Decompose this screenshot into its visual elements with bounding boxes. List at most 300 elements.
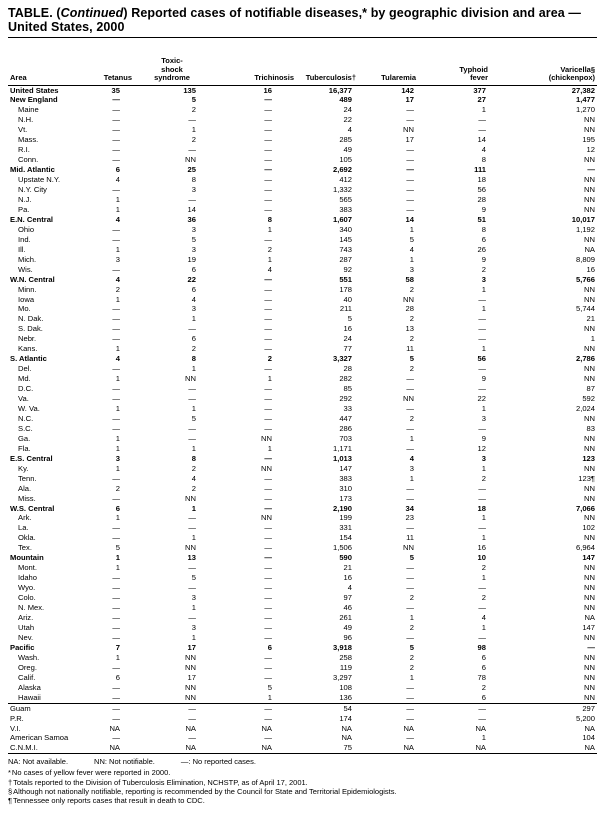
value-cell: NN — [584, 662, 595, 672]
value-cell: 5 — [409, 642, 414, 652]
value-cell: 5,766 — [575, 274, 595, 284]
value-cell: — — [264, 384, 272, 394]
footnote-text: No cases of yellow fever were reported in 2000. — [11, 768, 171, 778]
value-cell: — — [478, 603, 486, 613]
table-row — [8, 583, 597, 593]
table-row — [8, 344, 597, 354]
value-cell: — — [264, 135, 272, 145]
value-cell: 1 — [590, 334, 595, 344]
value-cell: 2 — [409, 593, 414, 603]
column-header-tuberculosis: Tuberculosis† — [300, 39, 362, 85]
value-cell: — — [264, 573, 272, 583]
table-row — [8, 175, 597, 185]
value-cell: 1 — [267, 692, 272, 702]
value-cell: — — [264, 175, 272, 185]
value-cell: NN — [584, 682, 595, 692]
value-cell: — — [406, 145, 414, 155]
value-cell: — — [188, 733, 196, 743]
value-cell: 1 — [115, 443, 120, 453]
area-cell: Upstate N.Y. — [18, 175, 61, 185]
area-cell: S. Dak. — [18, 324, 43, 334]
value-cell: 1 — [267, 224, 272, 234]
footnote-marker: § — [8, 786, 13, 796]
value-cell: — — [112, 115, 120, 125]
value-cell: NN — [584, 563, 595, 573]
value-cell: 4 — [191, 473, 196, 483]
table-row — [8, 285, 597, 295]
value-cell: — — [406, 423, 414, 433]
value-cell: — — [478, 483, 486, 493]
table-row — [8, 304, 597, 314]
value-cell: — — [264, 274, 272, 284]
value-cell: 286 — [339, 423, 352, 433]
value-cell: — — [406, 115, 414, 125]
area-cell: S.C. — [18, 423, 33, 433]
value-cell: — — [112, 473, 120, 483]
value-cell: — — [264, 533, 272, 543]
footnote-text: Totals reported to the Division of Tuberculosis Elimination, NCHSTP, as of April 17, 2001. — [13, 777, 308, 787]
area-cell: W.S. Central — [10, 503, 55, 513]
value-cell: 1,013 — [332, 453, 352, 463]
value-cell: — — [478, 294, 486, 304]
value-cell: 1 — [267, 254, 272, 264]
value-cell: — — [264, 294, 272, 304]
area-cell: S. Atlantic — [10, 354, 47, 364]
value-cell: — — [112, 135, 120, 145]
value-cell: NN — [185, 662, 196, 672]
value-cell: 2 — [481, 593, 486, 603]
value-cell: 14 — [405, 214, 414, 224]
value-cell: 340 — [339, 224, 352, 234]
value-cell: 297 — [494, 703, 597, 713]
value-cell: — — [264, 125, 272, 135]
area-cell: Okla. — [18, 533, 36, 543]
value-cell: 1 — [115, 463, 120, 473]
value-cell: — — [264, 194, 272, 204]
value-cell: — — [264, 185, 272, 195]
value-cell: — — [188, 194, 196, 204]
value-cell: — — [422, 703, 494, 713]
value-cell: — — [406, 692, 414, 702]
value-cell: — — [112, 304, 120, 314]
value-cell: 13 — [405, 324, 414, 334]
value-cell: 1 — [481, 533, 486, 543]
table-row — [8, 195, 597, 205]
value-cell: — — [112, 662, 120, 672]
value-cell: — — [406, 603, 414, 613]
area-cell: Mountain — [10, 553, 44, 563]
value-cell: 24 — [343, 105, 352, 115]
value-cell: — — [478, 493, 486, 503]
value-cell: 1 — [481, 573, 486, 583]
value-cell: 1 — [115, 563, 120, 573]
value-cell: 17 — [187, 642, 196, 652]
value-cell: 1 — [191, 632, 196, 642]
value-cell: 2 — [191, 135, 196, 145]
value-cell: 8 — [191, 453, 196, 463]
value-cell: 1 — [267, 443, 272, 453]
value-cell: — — [264, 652, 272, 662]
table-row — [8, 484, 597, 494]
value-cell: 21 — [343, 563, 352, 573]
value-cell: — — [264, 583, 272, 593]
table-row — [8, 404, 597, 414]
value-cell: NN — [584, 284, 595, 294]
value-cell: 26 — [477, 244, 486, 254]
value-cell: — — [112, 713, 120, 723]
value-cell: 1 — [267, 374, 272, 384]
value-cell: 78 — [477, 672, 486, 682]
value-cell: 111 — [474, 165, 486, 175]
value-cell: — — [112, 523, 120, 533]
table-row — [8, 354, 597, 364]
table-row — [8, 494, 597, 504]
value-cell: 123¶ — [578, 473, 595, 483]
value-cell: 1 — [481, 105, 486, 115]
value-cell: 83 — [586, 423, 595, 433]
value-cell: 8 — [481, 155, 486, 165]
table-row — [8, 85, 597, 95]
value-cell: 17 — [405, 135, 414, 145]
area-cell: Mich. — [18, 254, 37, 264]
column-header-tetanus: Tetanus — [85, 39, 138, 85]
value-cell: 1 — [481, 463, 486, 473]
value-cell: 565 — [339, 194, 352, 204]
value-cell: 49 — [343, 622, 352, 632]
value-cell: — — [264, 733, 272, 743]
value-cell: 8,809 — [575, 254, 595, 264]
table-row — [8, 533, 597, 543]
value-cell: — — [112, 423, 120, 433]
area-cell: Idaho — [18, 573, 38, 583]
value-cell: — — [264, 155, 272, 165]
value-cell: 87 — [586, 384, 595, 394]
title-rest: ) Reported cases of notifiable diseases,* by geographic division and area — United States, 2000 — [8, 6, 581, 34]
value-cell: 1 — [115, 344, 120, 354]
value-cell: 5 — [115, 543, 120, 553]
value-cell: — — [264, 713, 272, 723]
table-row — [8, 454, 597, 464]
value-cell: 13 — [187, 553, 196, 563]
value-cell: 551 — [339, 274, 352, 284]
value-cell: 6 — [115, 503, 120, 513]
area-cell: Utah — [18, 622, 35, 632]
value-cell: 98 — [477, 642, 486, 652]
table-row — [8, 663, 597, 673]
value-cell: 4 — [115, 274, 120, 284]
value-cell: — — [264, 672, 272, 682]
value-cell: 1 — [115, 374, 120, 384]
area-cell: Md. — [18, 374, 31, 384]
value-cell: 28 — [477, 194, 486, 204]
value-cell: 22 — [477, 394, 486, 404]
value-cell: 2,190 — [332, 503, 352, 513]
notifiable-diseases-table — [8, 39, 597, 754]
value-cell: — — [478, 423, 486, 433]
table-row — [8, 364, 597, 374]
value-cell: — — [264, 304, 272, 314]
value-cell: 2 — [409, 652, 414, 662]
area-cell: Tex. — [18, 543, 32, 553]
title-continued: Continued — [60, 6, 124, 20]
value-cell: NA — [185, 723, 196, 733]
value-cell: 8 — [191, 354, 196, 364]
table-body — [8, 85, 597, 754]
value-cell: 4 — [115, 214, 120, 224]
value-cell: 287 — [339, 254, 352, 264]
value-cell: — — [478, 314, 486, 324]
value-cell: 1 — [409, 473, 414, 483]
value-cell: — — [478, 364, 486, 374]
value-cell: — — [112, 145, 120, 155]
table-row — [8, 145, 597, 155]
value-cell: 3,297 — [332, 672, 352, 682]
value-cell: 136 — [339, 692, 352, 702]
area-cell: Ky. — [18, 463, 29, 473]
area-cell: Iowa — [18, 294, 35, 304]
value-cell: — — [406, 493, 414, 503]
value-cell: — — [264, 503, 272, 513]
area-cell: United States — [10, 85, 59, 95]
value-cell: 8 — [191, 175, 196, 185]
value-cell: — — [264, 662, 272, 672]
area-cell: Colo. — [18, 593, 36, 603]
value-cell: 77 — [343, 344, 352, 354]
area-cell: Mass. — [18, 135, 39, 145]
column-header-toxic-shock-syndrome: Toxic- shock syndrome — [138, 39, 216, 85]
value-cell: NA — [403, 723, 414, 733]
value-cell: — — [264, 145, 272, 155]
value-cell: — — [406, 563, 414, 573]
value-cell: 17 — [187, 672, 196, 682]
area-cell: N.J. — [18, 194, 32, 204]
value-cell: — — [112, 364, 120, 374]
value-cell: — — [112, 105, 120, 115]
value-cell: 97 — [343, 593, 352, 603]
value-cell: NN — [584, 583, 595, 593]
value-cell: NN — [185, 543, 196, 553]
value-cell: 28 — [343, 364, 352, 374]
value-cell: 154 — [339, 533, 352, 543]
value-cell: 1 — [115, 194, 120, 204]
value-cell: 6 — [191, 284, 196, 294]
value-cell: — — [112, 682, 120, 692]
value-cell: — — [188, 145, 196, 155]
table-row — [8, 523, 597, 533]
area-cell: R.I. — [18, 145, 30, 155]
value-cell: 5 — [347, 314, 352, 324]
value-cell: 92 — [343, 264, 352, 274]
value-cell: NN — [584, 692, 595, 702]
table-row — [8, 573, 597, 583]
value-cell: 10,017 — [571, 214, 595, 224]
value-cell: — — [264, 284, 272, 294]
value-cell: 27,382 — [571, 85, 595, 95]
value-cell: NN — [185, 155, 196, 165]
value-cell: NA — [475, 743, 486, 753]
table-row — [8, 185, 597, 195]
value-cell: 195 — [582, 135, 595, 145]
value-cell: 18 — [477, 503, 486, 513]
footnote-marker: ¶ — [8, 795, 13, 805]
value-cell: 3 — [191, 304, 196, 314]
value-cell: NN — [584, 603, 595, 613]
value-cell: NN — [584, 125, 595, 135]
value-cell: 1 — [481, 404, 486, 413]
value-cell: NA — [341, 733, 352, 743]
value-cell: 33 — [343, 404, 352, 413]
value-cell: 9 — [481, 204, 486, 214]
area-cell: Kans. — [18, 344, 38, 354]
value-cell: 58 — [405, 274, 414, 284]
value-cell: 6 — [191, 264, 196, 274]
value-cell: NN — [403, 543, 414, 553]
table-row — [8, 384, 597, 394]
value-cell: NN — [185, 682, 196, 692]
value-cell: — — [112, 314, 120, 324]
value-cell: 7,066 — [575, 503, 595, 513]
value-cell: — — [406, 713, 414, 723]
value-cell: 4 — [115, 175, 120, 185]
value-cell: 5 — [409, 234, 414, 244]
value-cell: — — [188, 523, 196, 533]
value-cell: 3,918 — [332, 642, 352, 652]
table-row — [8, 245, 597, 255]
value-cell: 2 — [481, 682, 486, 692]
value-cell: NN — [584, 463, 595, 473]
table-row — [8, 733, 597, 743]
table-row — [8, 205, 597, 215]
area-cell: Ala. — [18, 483, 32, 493]
value-cell: — — [406, 443, 414, 453]
value-cell: 142 — [401, 85, 414, 95]
value-cell: 56 — [477, 354, 486, 364]
area-cell: New England — [10, 95, 58, 105]
value-cell: 743 — [339, 244, 352, 254]
area-cell: Mid. Atlantic — [10, 165, 55, 175]
table-row — [8, 683, 597, 693]
table-row — [8, 444, 597, 454]
value-cell: 54 — [300, 703, 362, 713]
value-cell: 1 — [115, 433, 120, 443]
value-cell: 6 — [267, 642, 272, 652]
value-cell: — — [264, 543, 272, 553]
value-cell: 2,024 — [575, 404, 595, 413]
value-cell: 2,692 — [332, 165, 352, 175]
table-row — [8, 603, 597, 613]
value-cell: — — [264, 613, 272, 623]
value-cell: — — [478, 115, 486, 125]
area-cell: C.N.M.I. — [10, 743, 38, 753]
value-cell: — — [188, 423, 196, 433]
table-row — [8, 165, 597, 175]
table-row — [8, 743, 597, 753]
value-cell: — — [406, 105, 414, 115]
value-cell: 9 — [481, 374, 486, 384]
value-cell: 2 — [409, 622, 414, 632]
table-row — [8, 474, 597, 484]
area-cell: V.I. — [10, 723, 21, 733]
value-cell: 178 — [339, 284, 352, 294]
value-cell: — — [112, 533, 120, 543]
table-row — [8, 295, 597, 305]
value-cell: NN — [584, 155, 595, 165]
value-cell: NN — [185, 374, 196, 384]
value-cell: NA — [109, 723, 120, 733]
value-cell: — — [264, 115, 272, 125]
value-cell: 9 — [481, 433, 486, 443]
value-cell: NA — [584, 743, 595, 753]
value-cell: 1 — [481, 513, 486, 523]
area-cell: Ariz. — [18, 613, 34, 623]
value-cell: 24 — [343, 334, 352, 344]
value-cell: 3 — [481, 413, 486, 423]
value-cell: — — [406, 573, 414, 583]
value-cell: — — [478, 632, 486, 642]
value-cell: — — [406, 155, 414, 165]
value-cell: NA — [261, 743, 272, 753]
value-cell: 1 — [115, 244, 120, 254]
value-cell: NA — [584, 244, 595, 254]
table-row — [8, 235, 597, 245]
value-cell: NA — [109, 743, 120, 753]
value-cell: — — [112, 573, 120, 583]
value-cell: 104 — [582, 733, 595, 743]
value-cell: 2 — [115, 483, 120, 493]
area-cell: Mo. — [18, 304, 31, 314]
value-cell: 282 — [339, 374, 352, 384]
value-cell: 3 — [115, 254, 120, 264]
value-cell: 2 — [409, 334, 414, 344]
value-cell: NA — [584, 723, 595, 733]
value-cell: — — [216, 703, 300, 713]
value-cell: 1 — [481, 304, 486, 314]
value-cell: — — [264, 364, 272, 374]
value-cell: — — [264, 523, 272, 533]
value-cell: 96 — [343, 632, 352, 642]
value-cell: NN — [584, 632, 595, 642]
area-cell: N.C. — [18, 413, 34, 423]
value-cell: 16 — [343, 324, 352, 334]
value-cell: — — [112, 613, 120, 623]
value-cell: 3 — [191, 244, 196, 254]
value-cell: NA — [475, 723, 486, 733]
value-cell: 5,200 — [575, 713, 595, 723]
value-cell: NN — [584, 652, 595, 662]
value-cell: — — [264, 165, 272, 175]
value-cell: — — [264, 453, 272, 463]
value-cell: 3 — [481, 274, 486, 284]
area-cell: Nev. — [18, 632, 34, 642]
value-cell: 4 — [481, 613, 486, 623]
value-cell: 4 — [347, 583, 352, 593]
value-cell: NN — [584, 185, 595, 195]
legend-item: NN: Not notifiable. — [94, 757, 155, 767]
value-cell: — — [264, 95, 272, 105]
value-cell: NN — [584, 533, 595, 543]
value-cell: 19 — [187, 254, 196, 264]
area-cell: Ga. — [18, 433, 31, 443]
value-cell: 147 — [582, 553, 595, 563]
value-cell: — — [264, 603, 272, 613]
value-cell: 2 — [191, 105, 196, 115]
value-cell: 28 — [405, 304, 414, 314]
value-cell: 16 — [477, 543, 486, 553]
table-row — [8, 424, 597, 434]
value-cell: 49 — [343, 145, 352, 155]
value-cell: 3 — [409, 264, 414, 274]
value-cell: 383 — [339, 204, 352, 214]
